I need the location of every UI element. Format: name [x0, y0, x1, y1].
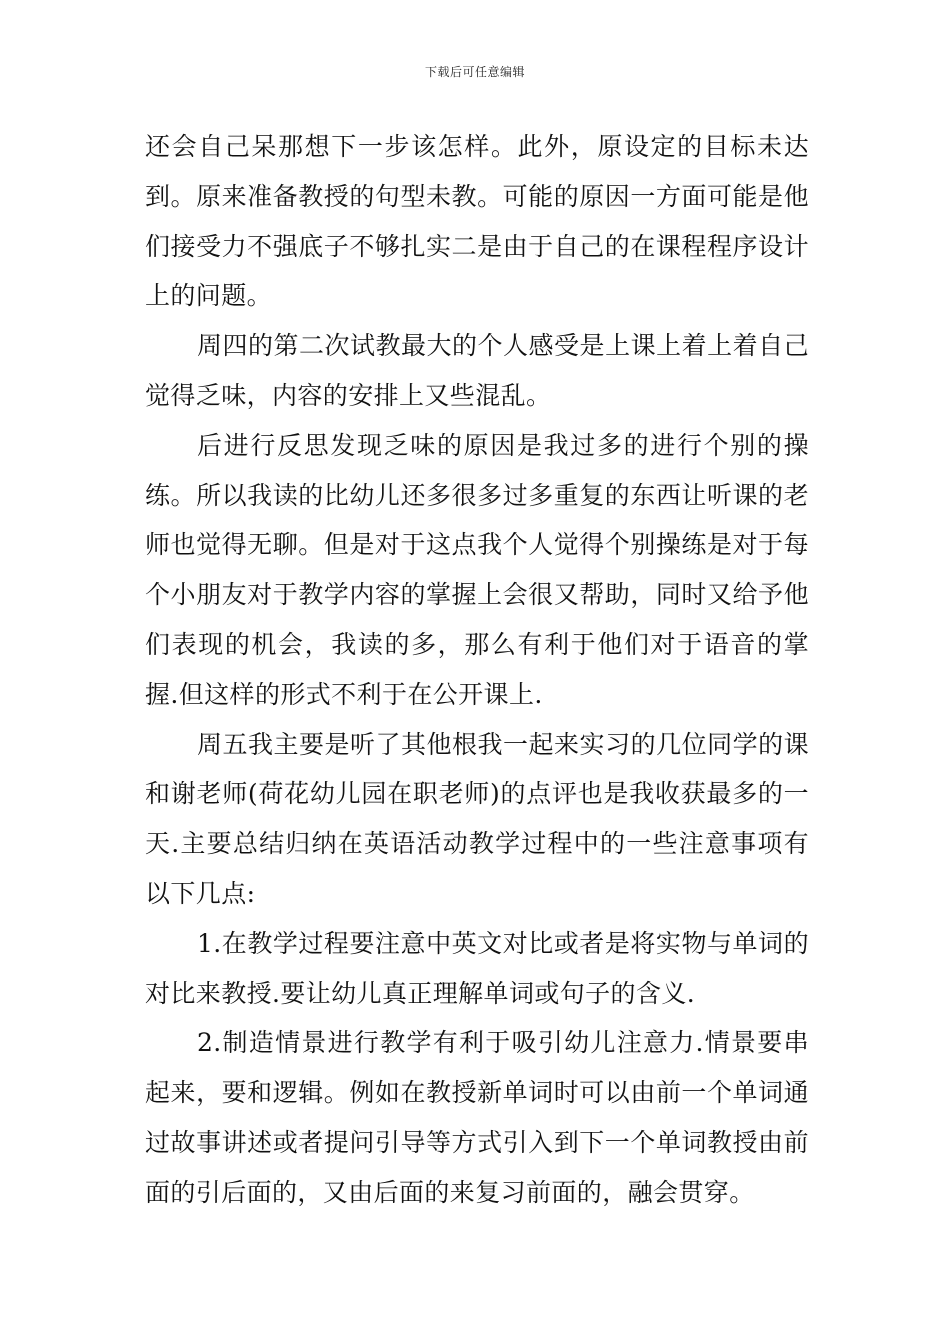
- page-header-note: 下载后可任意编辑: [424, 65, 525, 79]
- list-item-point-1: 1.在教学过程要注意中英文对比或者是将实物与单词的对比来教授.要让幼儿真正理解单词或句子的含义.: [145, 928, 809, 1008]
- paragraph-reflection: 后进行反思发现乏味的原因是我过多的进行个别的操练。所以我读的比幼儿还多很多过多重复的东西让听课的老师也觉得无聊。但是对于这点我个人觉得个别操练是对于每个小朋友对于教学内容的掌握上会很又帮助，同时又给予他们表现的机会，我读的多，那么有利于他们对于语音的掌握.但这样的形式不利于在公开课上.: [145, 430, 809, 709]
- paragraph-thursday: 周四的第二次试教最大的个人感受是上课上着上着自己觉得乏味，内容的安排上又些混乱。: [145, 331, 809, 410]
- paragraph-continuation: 还会自己呆那想下一步该怎样。此外，原设定的目标未达到。原来准备教授的句型未教。可能的原因一方面可能是他们接受力不强底子不够扎实二是由于自己的在课程程序设计上的问题。: [145, 132, 809, 311]
- paragraph-friday: 周五我主要是听了其他根我一起来实习的几位同学的课和谢老师(荷花幼儿园在职老师)的点评也是我收获最多的一天.主要总结归纳在英语活动教学过程中的一些注意事项有以下几点:: [145, 729, 809, 908]
- list-item-point-2: 2.制造情景进行教学有利于吸引幼儿注意力.情景要串起来，要和逻辑。例如在教授新单词时可以由前一个单词通过故事讲述或者提问引导等方式引入到下一个单词教授由前面的引后面的，又由后面的来复习前面的，融会贯穿。: [145, 1028, 809, 1207]
- document-body: [145, 122, 809, 1218]
